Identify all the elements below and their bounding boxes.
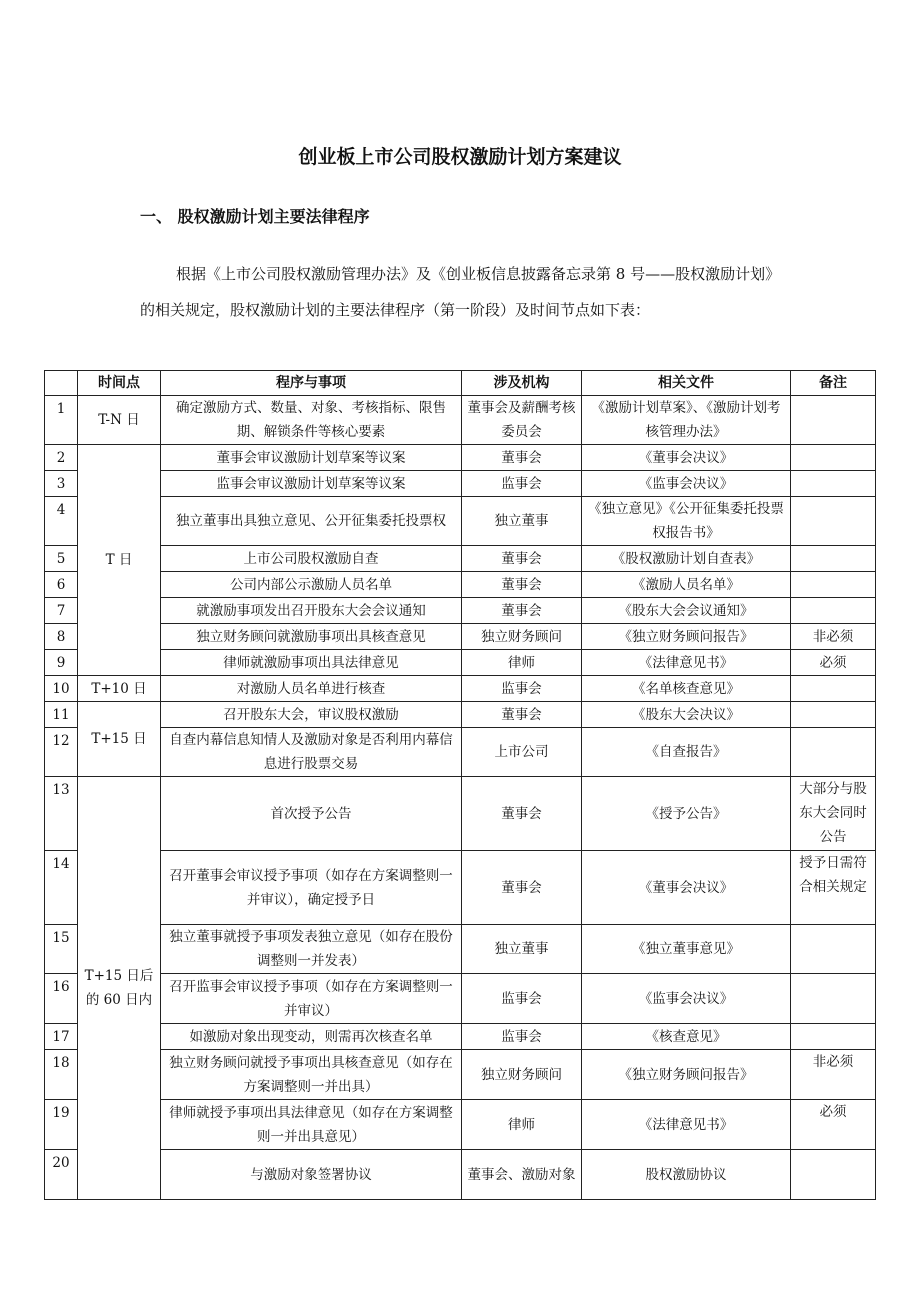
procedure-cell: 律师就授予事项出具法律意见（如存在方案调整则一并出具意见）: [161, 1100, 462, 1150]
row-number-cell: 5: [45, 546, 78, 572]
header-cell: [45, 371, 78, 396]
row-number-cell: 4: [45, 497, 78, 546]
remark-cell: 非必须: [791, 624, 876, 650]
table-row: [45, 728, 876, 777]
time-point-cell: T-N 日: [78, 396, 161, 445]
header-cell: 程序与事项: [161, 371, 462, 396]
header-cell: 涉及机构: [462, 371, 582, 396]
row-number-cell: 18: [45, 1050, 78, 1100]
document-cell: 《法律意见书》: [582, 1100, 791, 1150]
procedure-cell: 董事会审议激励计划草案等议案: [161, 445, 462, 471]
organization-cell: 监事会: [462, 676, 582, 702]
organization-cell: 监事会: [462, 471, 582, 497]
document-cell: 股权激励协议: [582, 1150, 791, 1200]
document-cell: 《独立财务顾问报告》: [582, 624, 791, 650]
header-cell: 备注: [791, 371, 876, 396]
row-number-cell: 3: [45, 471, 78, 497]
organization-cell: 董事会: [462, 851, 582, 925]
document-cell: 《自查报告》: [582, 728, 791, 777]
remark-cell: 必须: [791, 1100, 876, 1150]
table-row: [45, 777, 876, 851]
procedure-cell: 首次授予公告: [161, 777, 462, 851]
procedure-cell: 与激励对象签署协议: [161, 1150, 462, 1200]
table-row: [45, 676, 876, 702]
organization-cell: 独立董事: [462, 497, 582, 546]
remark-cell: [791, 702, 876, 728]
organization-cell: 律师: [462, 650, 582, 676]
procedure-cell: 自查内幕信息知情人及激励对象是否利用内幕信息进行股票交易: [161, 728, 462, 777]
row-number-cell: 17: [45, 1024, 78, 1050]
row-number-cell: 9: [45, 650, 78, 676]
table-row: [45, 497, 876, 546]
organization-cell: 董事会: [462, 546, 582, 572]
procedure-cell: 如激励对象出现变动，则需再次核查名单: [161, 1024, 462, 1050]
remark-cell: [791, 572, 876, 598]
remark-cell: 非必须: [791, 1050, 876, 1100]
header-cell: 时间点: [78, 371, 161, 396]
organization-cell: 监事会: [462, 1024, 582, 1050]
row-number-cell: 10: [45, 676, 78, 702]
remark-cell: [791, 974, 876, 1024]
row-number-cell: 15: [45, 925, 78, 974]
procedure-cell: 监事会审议激励计划草案等议案: [161, 471, 462, 497]
intro-text: 根据《上市公司股权激励管理办法》及《创业板信息披露备忘录第 8 号——股权激励计划》的相关规定，股权激励计划的主要法律程序（第一阶段）及时间节点如下表：: [140, 265, 781, 319]
document-cell: 《独立意见》《公开征集委托投票权报告书》: [582, 497, 791, 546]
organization-cell: 独立财务顾问: [462, 624, 582, 650]
remark-cell: [791, 497, 876, 546]
remark-cell: 授予日需符合相关规定: [791, 851, 876, 925]
table-row: [45, 1150, 876, 1200]
table-row: [45, 1100, 876, 1150]
table-row: [45, 572, 876, 598]
document-cell: 《法律意见书》: [582, 650, 791, 676]
document-cell: 《核查意见》: [582, 1024, 791, 1050]
table-row: [45, 396, 876, 445]
row-number-cell: 8: [45, 624, 78, 650]
document-cell: 《独立财务顾问报告》: [582, 1050, 791, 1100]
remark-cell: [791, 471, 876, 497]
table-row: [45, 702, 876, 728]
remark-cell: 大部分与股东大会同时公告: [791, 777, 876, 851]
organization-cell: 监事会: [462, 974, 582, 1024]
procedure-cell: 独立财务顾问就授予事项出具核查意见（如存在方案调整则一并出具）: [161, 1050, 462, 1100]
row-number-cell: 1: [45, 396, 78, 445]
document-cell: 《监事会决议》: [582, 974, 791, 1024]
organization-cell: 董事会: [462, 777, 582, 851]
procedure-cell: 上市公司股权激励自查: [161, 546, 462, 572]
document-cell: 《董事会决议》: [582, 445, 791, 471]
row-number-cell: 16: [45, 974, 78, 1024]
organization-cell: 董事会、激励对象: [462, 1150, 582, 1200]
document-cell: 《股东大会决议》: [582, 702, 791, 728]
procedure-cell: 独立董事出具独立意见、公开征集委托投票权: [161, 497, 462, 546]
row-number-cell: 13: [45, 777, 78, 851]
procedure-cell: 就激励事项发出召开股东大会会议通知: [161, 598, 462, 624]
time-point-cell: T 日: [78, 445, 161, 676]
document-title: 创业板上市公司股权激励计划方案建议: [298, 146, 622, 168]
document-cell: 《激励计划草案》、《激励计划考核管理办法》: [582, 396, 791, 445]
procedure-cell: 公司内部公示激励人员名单: [161, 572, 462, 598]
document-cell: 《董事会决议》: [582, 851, 791, 925]
procedure-cell: 召开监事会审议授予事项（如存在方案调整则一并审议）: [161, 974, 462, 1024]
time-point-cell: T+15 日: [78, 702, 161, 777]
organization-cell: 董事会: [462, 598, 582, 624]
table-row: [45, 1024, 876, 1050]
procedure-cell: 确定激励方式、数量、对象、考核指标、限售期、解锁条件等核心要素: [161, 396, 462, 445]
remark-cell: 必须: [791, 650, 876, 676]
row-number-cell: 19: [45, 1100, 78, 1150]
table-row: [45, 1050, 876, 1100]
row-number-cell: 11: [45, 702, 78, 728]
procedure-cell: 独立董事就授予事项发表独立意见（如存在股份调整则一并发表）: [161, 925, 462, 974]
table-row: [45, 851, 876, 925]
organization-cell: 董事会: [462, 572, 582, 598]
intro-paragraph: [140, 256, 790, 328]
row-number-cell: 14: [45, 851, 78, 925]
remark-cell: [791, 1150, 876, 1200]
document-cell: 《激励人员名单》: [582, 572, 791, 598]
table-row: [45, 974, 876, 1024]
document-cell: 《监事会决议》: [582, 471, 791, 497]
document-cell: 《名单核查意见》: [582, 676, 791, 702]
organization-cell: 董事会: [462, 445, 582, 471]
remark-cell: [791, 396, 876, 445]
organization-cell: 上市公司: [462, 728, 582, 777]
section-heading: 一、 股权激励计划主要法律程序: [140, 207, 370, 226]
table-row: [45, 546, 876, 572]
procedure-cell: 律师就激励事项出具法律意见: [161, 650, 462, 676]
row-number-cell: 20: [45, 1150, 78, 1200]
organization-cell: 董事会: [462, 702, 582, 728]
remark-cell: [791, 445, 876, 471]
table-row: [45, 445, 876, 471]
time-point-cell: T+10 日: [78, 676, 161, 702]
procedure-cell: 召开董事会审议授予事项（如存在方案调整则一并审议），确定授予日: [161, 851, 462, 925]
procedure-cell: 独立财务顾问就激励事项出具核查意见: [161, 624, 462, 650]
row-number-cell: 2: [45, 445, 78, 471]
procedure-table: [44, 370, 876, 1200]
table-header-row: [45, 371, 876, 396]
table-row: [45, 624, 876, 650]
row-number-cell: 6: [45, 572, 78, 598]
procedure-cell: 对激励人员名单进行核查: [161, 676, 462, 702]
organization-cell: 独立财务顾问: [462, 1050, 582, 1100]
remark-cell: [791, 676, 876, 702]
organization-cell: 独立董事: [462, 925, 582, 974]
table-row: [45, 598, 876, 624]
organization-cell: 律师: [462, 1100, 582, 1150]
document-cell: 《独立董事意见》: [582, 925, 791, 974]
document-cell: 《授予公告》: [582, 777, 791, 851]
table-row: [45, 471, 876, 497]
remark-cell: [791, 598, 876, 624]
table-row: [45, 925, 876, 974]
remark-cell: [791, 546, 876, 572]
remark-cell: [791, 925, 876, 974]
time-point-cell: T+15 日后的 60 日内: [78, 777, 161, 1200]
document-cell: 《股权激励计划自查表》: [582, 546, 791, 572]
table-row: [45, 650, 876, 676]
organization-cell: 董事会及薪酬考核委员会: [462, 396, 582, 445]
header-cell: 相关文件: [582, 371, 791, 396]
row-number-cell: 12: [45, 728, 78, 777]
row-number-cell: 7: [45, 598, 78, 624]
remark-cell: [791, 1024, 876, 1050]
remark-cell: [791, 728, 876, 777]
procedure-cell: 召开股东大会，审议股权激励: [161, 702, 462, 728]
document-cell: 《股东大会会议通知》: [582, 598, 791, 624]
